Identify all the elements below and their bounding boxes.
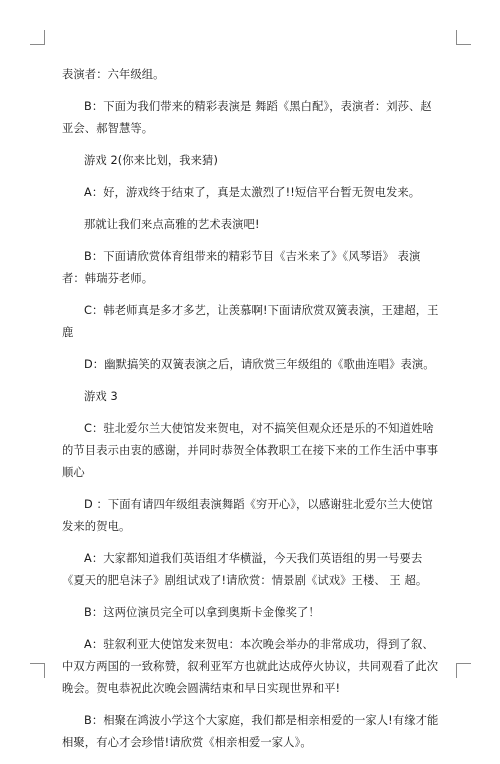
paragraph: C：驻北爱尔兰大使馆发来贺电，对不搞笑但观众还是乐的不知道姓啥的节目表示由衷的感谢，并同时恭贺全体教职工在接下来的工作生活中事事顺心 (62, 422, 439, 479)
paragraph: 表演者：六年级组。 (62, 68, 165, 81)
paragraph: B：下面请欣赏体育组带来的精彩节目《吉米来了》《风琴语》 表演者：韩瑞芬老师。 (62, 250, 421, 285)
paragraph: 游戏 3 (84, 390, 118, 403)
crop-mark-bottom-left (30, 663, 45, 678)
paragraph: B：相聚在鸿波小学这个大家庭，我们都是相亲相爱的一家人!有缘才能相聚，有心才会珍惜!请欣赏《相亲相爱一家人》。 (62, 714, 439, 749)
document-body (62, 64, 440, 764)
paragraph: 那就让我们来点高雅的艺术表演吧! (84, 218, 260, 231)
paragraph: A：好，游戏终于结束了，真是太激烈了!!短信平台暂无贺电发来。 (84, 186, 421, 199)
paragraph: 游戏 2(你来比划，我来猜) (84, 154, 218, 167)
paragraph: C：韩老师真是多才多艺，让羡慕啊!下面请欣赏双簧表演，王建超，王鹿 (62, 304, 439, 339)
crop-mark-top-left (30, 30, 45, 45)
paragraph: A：大家都知道我们英语组才华横溢，今天我们英语组的男一号要去《夏天的肥皂沫子》剧组试戏了!请欣赏：情景剧《试戏》王楼、 王 超。 (62, 552, 428, 587)
crop-mark-bottom-right (456, 663, 471, 678)
paragraph: D ：下面有请四年级组表演舞蹈《穷开心》，以感谢驻北爱尔兰大使馆发来的贺电。 (62, 498, 433, 533)
paragraph: B：这两位演员完全可以拿到奥斯卡金像奖了！ (84, 606, 320, 619)
paragraph: A：驻叙利亚大使馆发来贺电：本次晚会举办的非常成功，得到了叙、中双方两国的一致称赞，叙利亚军方也就此达成停火协议，共同观看了此次晚会。贺电恭祝此次晚会圆满结束和早日实现世界和平! (62, 638, 439, 695)
paragraph: D：幽默搞笑的双簧表演之后，请欣赏三年级组的《歌曲连唱》表演。 (84, 358, 435, 371)
paragraph: B：下面为我们带来的精彩表演是 舞蹈《黑白配》，表演者：刘莎、赵亚会、郝智慧等。 (62, 100, 432, 135)
crop-mark-top-right (456, 30, 471, 45)
